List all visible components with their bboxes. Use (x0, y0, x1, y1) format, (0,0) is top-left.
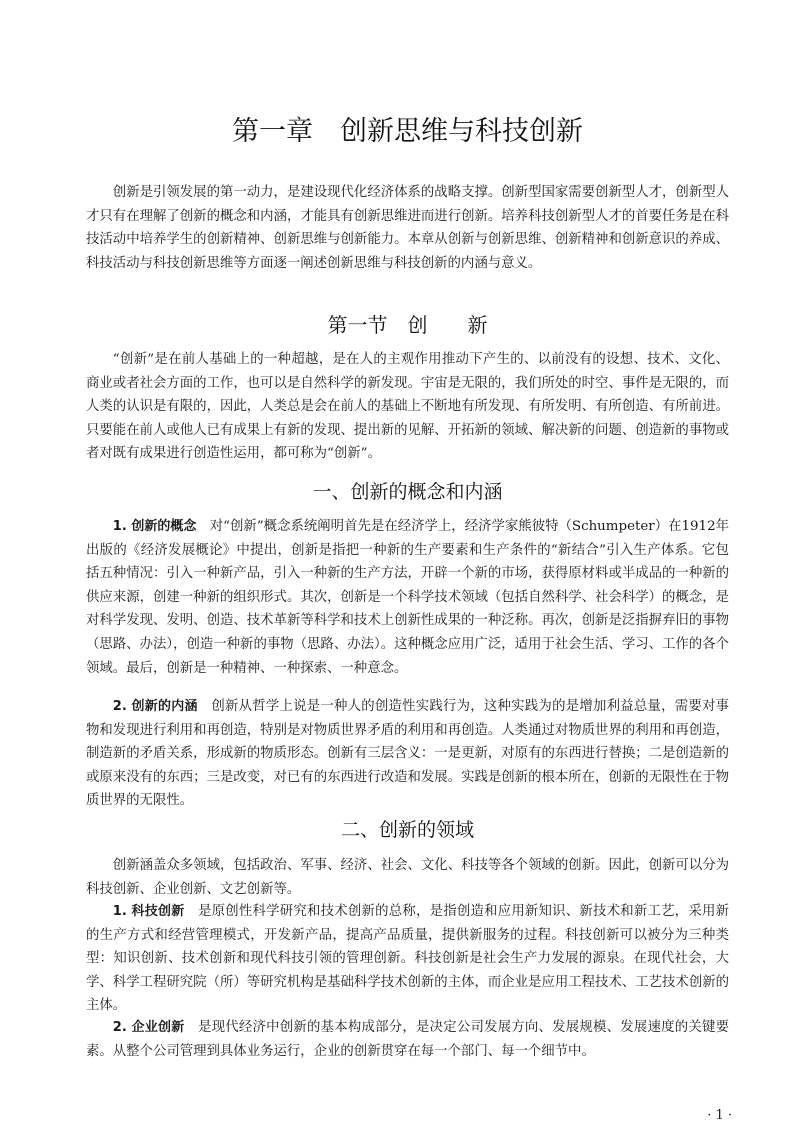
subsection-title-concept: 一、创新的概念和内涵 (312, 481, 503, 503)
chapter-title: 第一章 创新思维与科技创新 (232, 116, 583, 147)
paragraph-connotation (86, 695, 729, 813)
paragraph-enterprise-innovation-label: 2. 企业创新 (112, 1020, 185, 1035)
page-number: · 1 · (707, 1108, 732, 1123)
subsection-title-fields: 二、创新的领域 (340, 819, 474, 841)
paragraph-tech-innovation-label: 1. 科技创新 (112, 904, 185, 919)
paragraph-tech-innovation-text: 是原创性科学研究和技术创新的总称，是指创造和应用新知识、新技术和新工艺，采用新的生产方式和经营管理模式，开发新产品，提高产品质量，提供新服务的过程。科技创新可以被分为三种类型：知识创新、技术创新和现代科技引领的管理创新。科技创新是社会生产力发展的源泉。在现代社会，大学、科学工程研究院（所）等研究机构是基础科学技术创新的主体，而企业是应用工程技术、工艺技术创新的主体。 (86, 904, 729, 1014)
paragraph-connotation-text: 创新从哲学上说是一种人的创造性实践行为，这种实践为的是增加利益总量，需要对事物和发现进行利用和再创造，特别是对物质世界矛盾的利用和再创造。人类通过对物质世界的利用和再创造，制造新的矛盾关系，形成新的物质形态。创新有三层含义：一是更新，对原有的东西进行替换；二是创造新的或原来没有的东西；三是改变，对已有的东西进行改造和发展。实践是创新的根本所在，创新的无限性在于物质世界的无限性。 (86, 699, 729, 809)
paragraph-enterprise-innovation-text: 是现代经济中创新的基本构成部分，是决定公司发展方向、发展规模、发展速度的关键要素。从整个公司管理到具体业务运行，企业的创新贯穿在每一个部门、每一个细节中。 (86, 1020, 729, 1059)
paragraph-tech-innovation (86, 900, 729, 1018)
intro-paragraph: 创新是引领发展的第一动力，是建设现代化经济体系的战略支撑。创新型国家需要创新型人才，创新型人才只有在理解了创新的概念和内涵，才能具有创新思维进而进行创新。培养科技创新型人才的首要任务是在科技活动中培养学生的创新精神、创新思维与创新能力。本章从创新与创新思维、创新精神和创新意识的养成、科技活动与科技创新思维等方面逐一阐述创新思维与科技创新的内涵与意义。 (86, 185, 729, 271)
paragraph-concept (86, 515, 729, 680)
paragraph-enterprise-innovation (86, 1016, 729, 1063)
section-paragraph: “创新”是在前人基础上的一种超越，是在人的主观作用推动下产生的、以前没有的设想、技术、文化、商业或者社会方面的工作，也可以是自然科学的新发现。宇宙是无限的，我们所处的时空、事件是无限的，而人类的认识是有限的，因此，人类总是会在前人的基础上不断地有所发现、有所发明、有所创造、有所前进。只要能在前人或他人已有成果上有新的发现、提出新的见解、开拓新的领域、解决新的问题、创造新的事物或者对既有成果进行创造性运用，都可称为“创新”。 (86, 352, 729, 462)
paragraph-connotation-label: 2. 创新的内涵 (112, 699, 198, 714)
paragraph-fields: 创新涵盖众多领域，包括政治、军事、经济、社会、文化、科技等各个领域的创新。因此，创新可以分为科技创新、企业创新、文艺创新等。 (86, 858, 729, 897)
paragraph-concept-label: 1. 创新的概念 (112, 519, 197, 534)
paragraph-concept-text: 对“创新”概念系统阐明首先是在经济学上，经济学家熊彼特（Schumpeter）在1912年出版的《经济发展概论》中提出，创新是指把一种新的生产要素和生产条件的“新结合”引入生产体系。它包括五种情况：引入一种新产品，引入一种新的生产方法，开辟一个新的市场，获得原材料或半成品的一种新的供应来源，创建一种新的组织形式。其次，创新是一个科学技术领域（包括自然科学、社会科学）的概念，是对科学发现、发明、创造、技术革新等科学和技术上创新性成果的一种泛称。再次，创新是泛指摒弃旧的事物（思路、办法），创造一种新的事物（思路、办法）。这种概念应用广泛，适用于社会生活、学习、工作的各个领域。最后，创新是一种精神、一种探索、一种意念。 (86, 519, 730, 676)
section-title: 第一节 创 新 (327, 313, 488, 337)
